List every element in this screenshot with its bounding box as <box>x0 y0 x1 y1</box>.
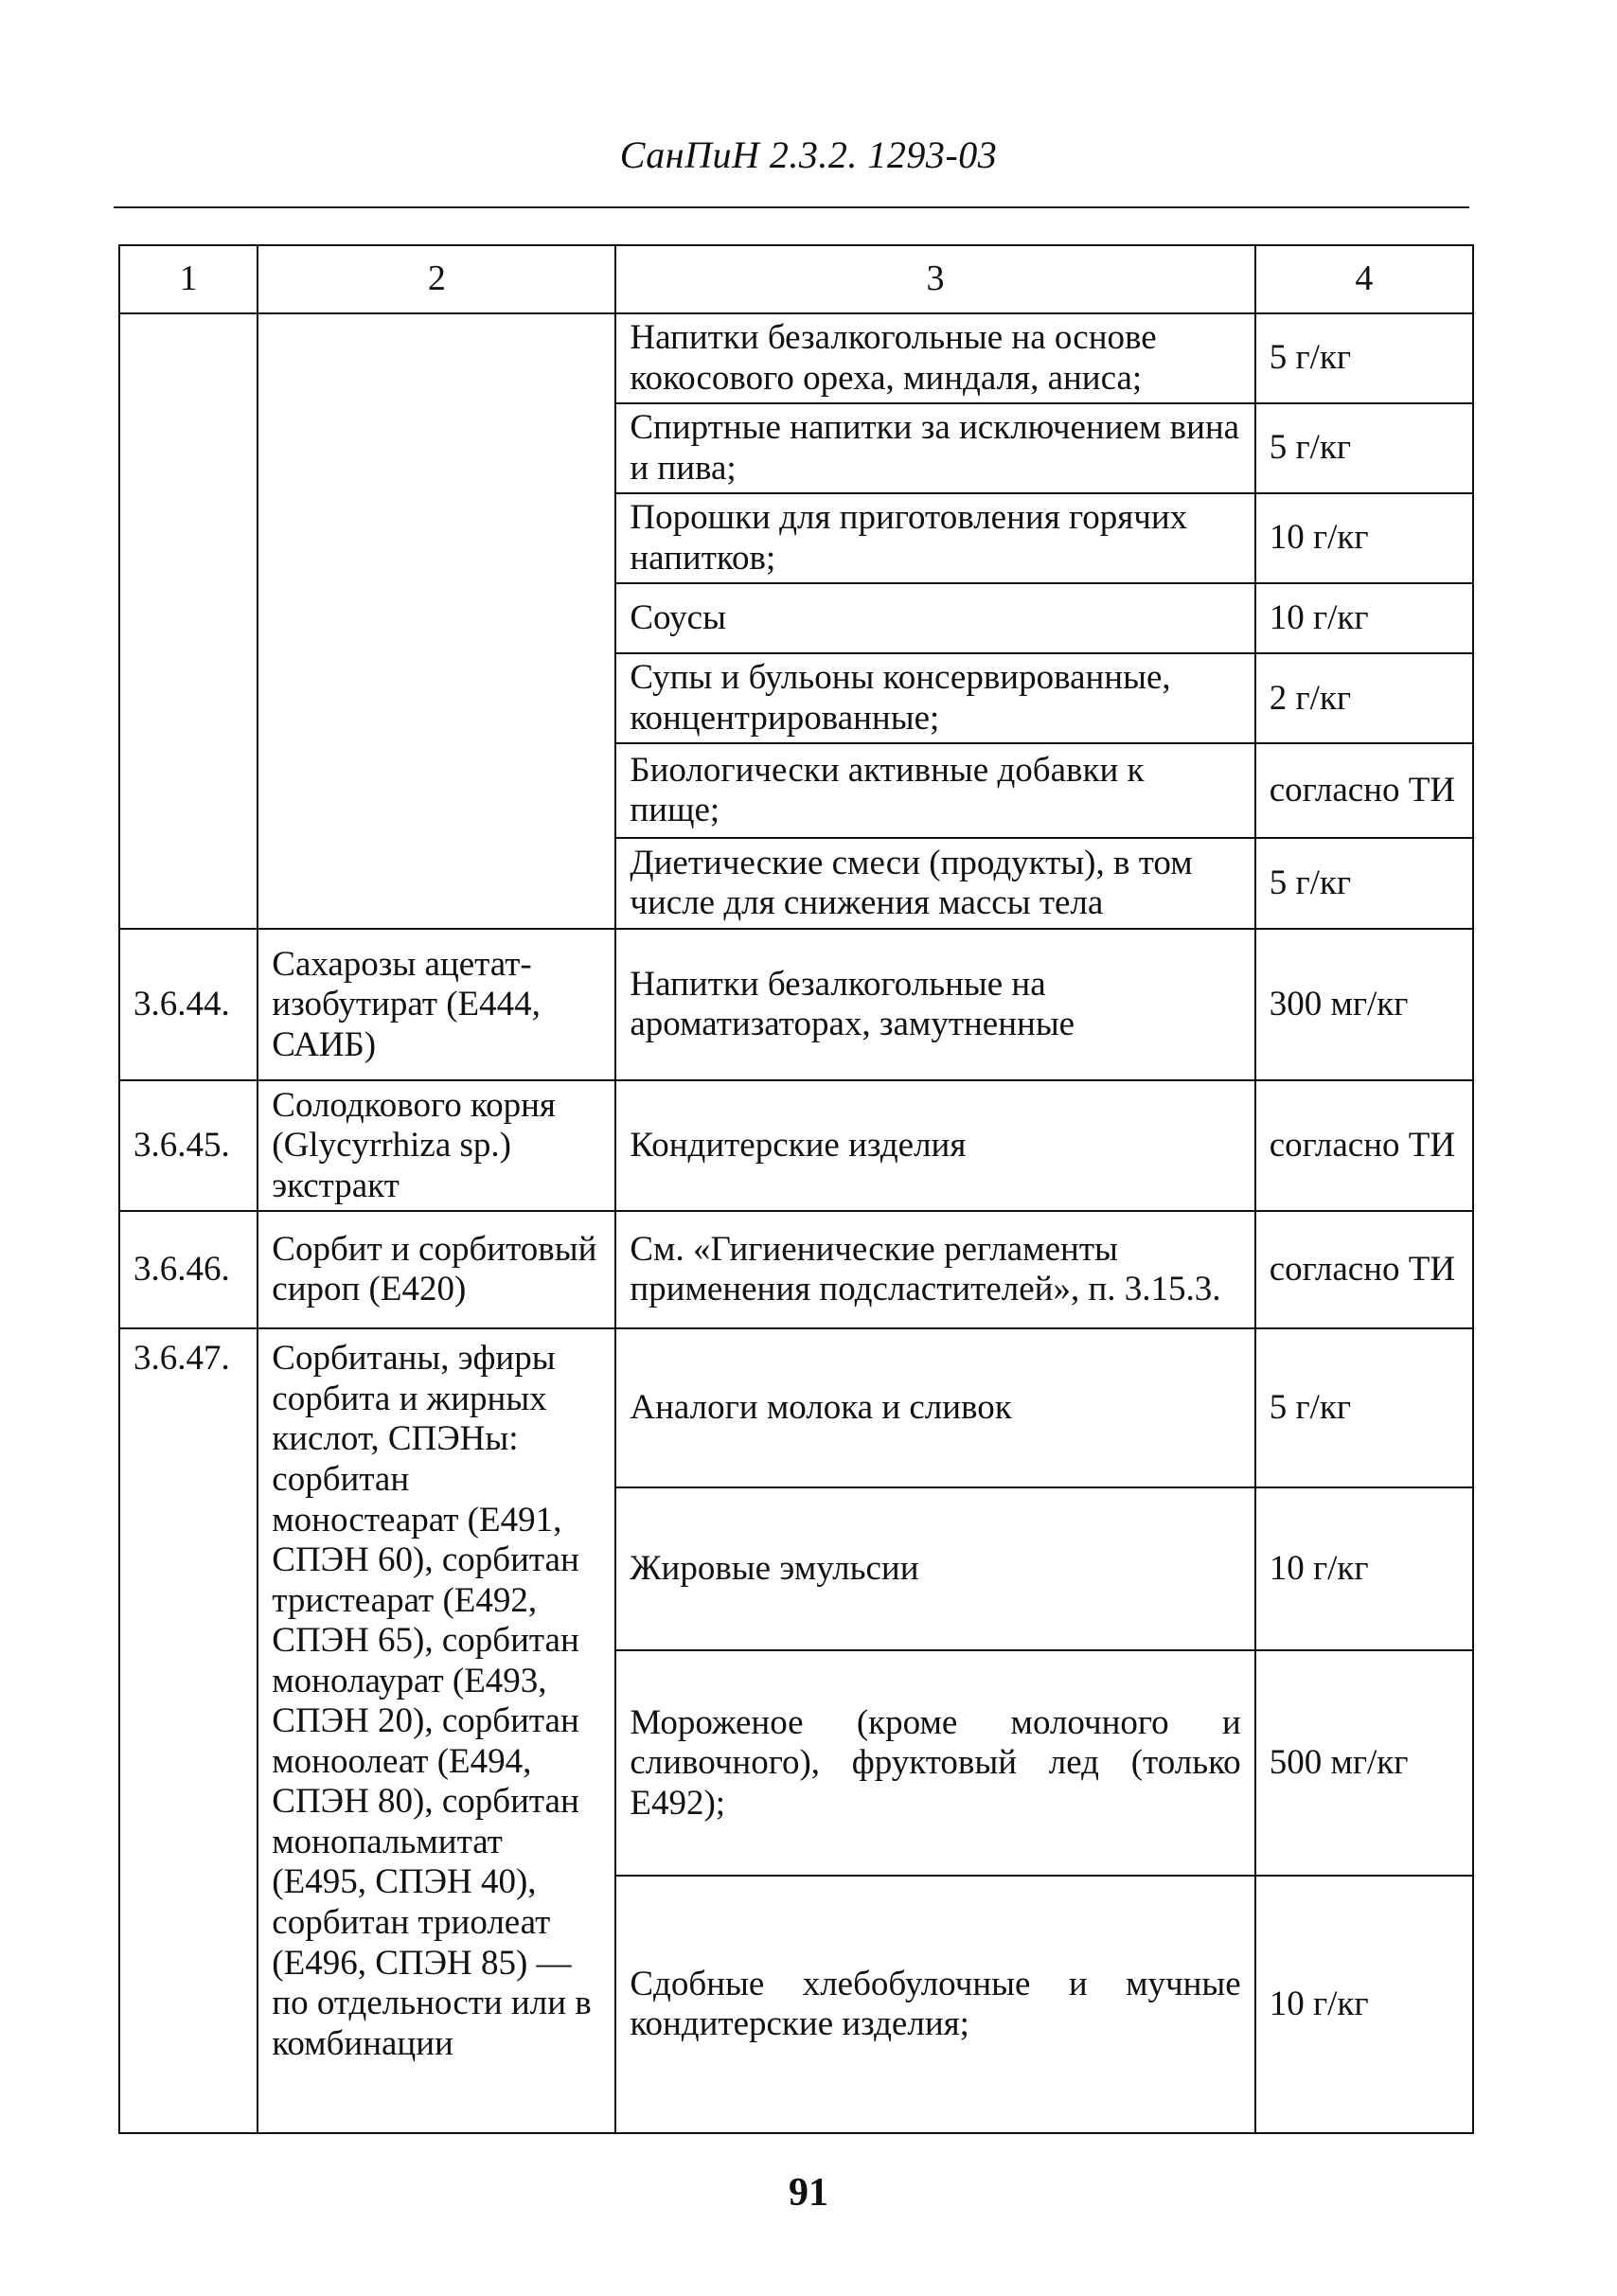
product-cell: Спиртные напитки за исключением вина и пива; <box>615 403 1254 493</box>
substance-name: Сорбитаны, эфиры сорбита и жирных кислот, СПЭНы: сорбитан моностеарат (Е491, СПЭН 60), сорбитан тристеарат (Е492, СПЭН 65), сорбитан монолаурат (Е493, СПЭН 20), сорбитан моноолеат (Е494, СПЭН 80), сорбитан монопальмитат (Е495, СПЭН 40), сорбитан триолеат (Е496, СПЭН 85) — по отдельности или в комбинации <box>258 1328 615 2133</box>
product-cell: Диетические смеси (продукты), в том числе для снижения массы тела <box>615 838 1254 929</box>
product-cell: Кондитерские изделия <box>615 1080 1254 1211</box>
column-number-row <box>119 245 1473 313</box>
entry-number: 3.6.47. <box>119 1328 258 2133</box>
table-row <box>119 313 1473 403</box>
entry-number: 3.6.45. <box>119 1080 258 1211</box>
level-cell: 10 г/кг <box>1255 1487 1473 1650</box>
running-title: СанПиН 2.3.2. 1293-03 <box>619 133 998 176</box>
level-cell: 10 г/кг <box>1255 1876 1473 2133</box>
level-cell: согласно ТИ <box>1255 1211 1473 1328</box>
substance-name: Сахарозы ацетат-изобутират (Е444, САИБ) <box>258 929 615 1080</box>
level-cell: 300 мг/кг <box>1255 929 1473 1080</box>
product-cell: Сдобные хлебобулочные и мучные кондитерские изделия; <box>615 1876 1254 2133</box>
substance-cell-empty <box>258 313 615 929</box>
level-cell: согласно ТИ <box>1255 743 1473 838</box>
entry-number: 3.6.46. <box>119 1211 258 1328</box>
product-cell: Напитки безалкогольные на основе кокосового ореха, миндаля, аниса; <box>615 313 1254 403</box>
column-number: 4 <box>1255 245 1473 313</box>
product-cell: Напитки безалкогольные на ароматизаторах, замутненные <box>615 929 1254 1080</box>
entry-number: 3.6.44. <box>119 929 258 1080</box>
header-rule <box>114 206 1469 208</box>
product-cell: Соусы <box>615 583 1254 653</box>
column-number: 1 <box>119 245 258 313</box>
product-cell: Порошки для приготовления горячих напитков; <box>615 493 1254 583</box>
substance-name: Сорбит и сорбитовый сироп (Е420) <box>258 1211 615 1328</box>
product-cell: Биологически активные добавки к пище; <box>615 743 1254 838</box>
level-cell: 10 г/кг <box>1255 583 1473 653</box>
product-cell: Супы и бульоны консервированные, концентрированные; <box>615 653 1254 743</box>
level-cell: 5 г/кг <box>1255 403 1473 493</box>
table-row <box>119 1080 1473 1211</box>
regulation-table <box>118 244 1474 2134</box>
table-row <box>119 1211 1473 1328</box>
column-number: 3 <box>615 245 1254 313</box>
table-row <box>119 1328 1473 1487</box>
product-cell: См. «Гигиенические регламенты применения подсластителей», п. 3.15.3. <box>615 1211 1254 1328</box>
substance-name: Солодкового корня (Glycyrrhiza sp.) экстракт <box>258 1080 615 1211</box>
level-cell: 2 г/кг <box>1255 653 1473 743</box>
level-cell: 5 г/кг <box>1255 838 1473 929</box>
level-cell: 5 г/кг <box>1255 313 1473 403</box>
entry-number-cell-empty <box>119 313 258 929</box>
page-number: 91 <box>789 2171 828 2215</box>
table-row <box>119 929 1473 1080</box>
level-cell: 5 г/кг <box>1255 1328 1473 1487</box>
product-cell: Жировые эмульсии <box>615 1487 1254 1650</box>
column-number: 2 <box>258 245 615 313</box>
level-cell: 10 г/кг <box>1255 493 1473 583</box>
level-cell: согласно ТИ <box>1255 1080 1473 1211</box>
product-cell: Мороженое (кроме молочного и сливочного), фруктовый лед (только Е492); <box>615 1650 1254 1876</box>
product-cell: Аналоги молока и сливок <box>615 1328 1254 1487</box>
level-cell: 500 мг/кг <box>1255 1650 1473 1876</box>
